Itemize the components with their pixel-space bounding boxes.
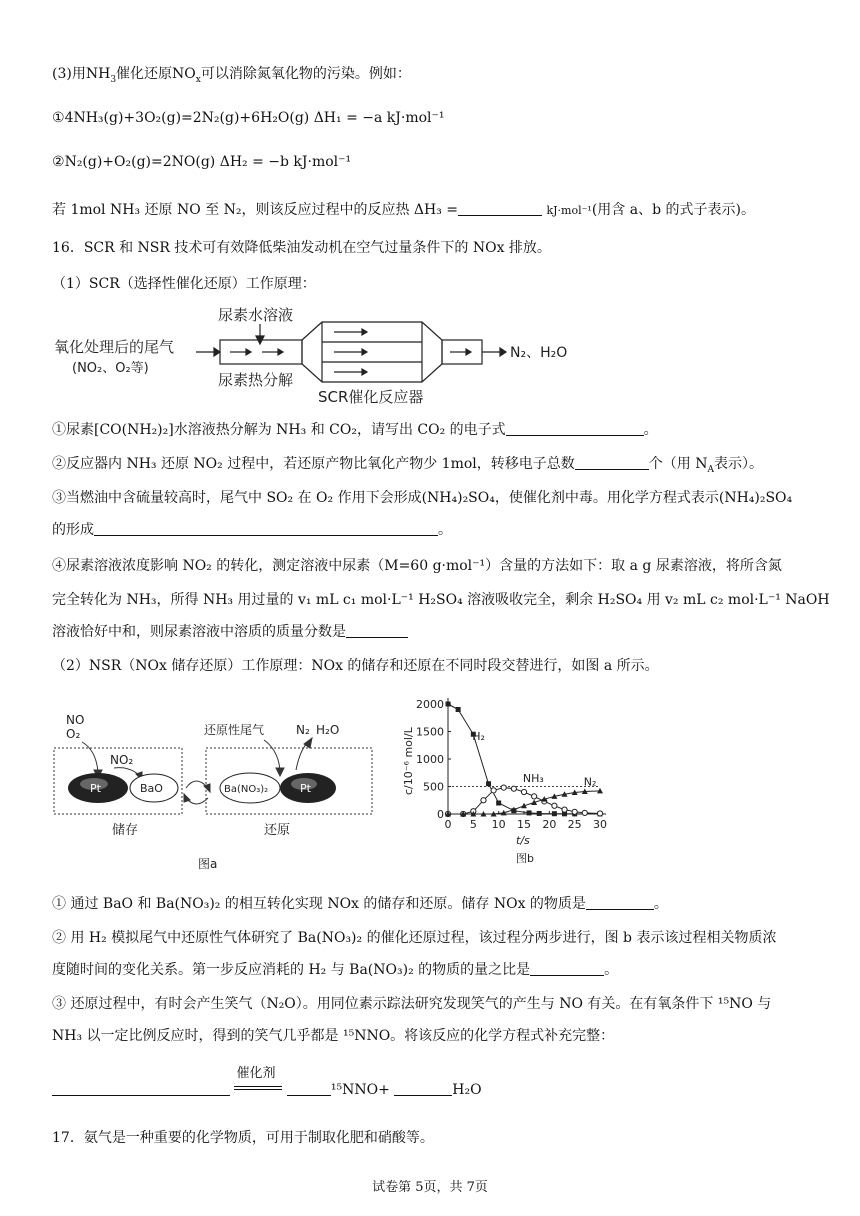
q16-sub2: ②反应器内 NH₃ 还原 NO₂ 过程中，若还原产物比氧化产物少 1mol，转移电子总数 个（用 $N_A$表示）。: [52, 456, 763, 475]
scr-diagram: [50, 300, 610, 410]
y-tick-label: 500: [423, 780, 444, 794]
page-footer: 试卷第 5页，共 7页: [372, 1180, 488, 1195]
label-bano3: Ba(NO₃)₂: [224, 784, 269, 795]
data-point-circle: [491, 788, 496, 793]
series-label: H₂: [472, 729, 485, 743]
answer-blank[interactable]: [52, 1081, 230, 1096]
data-point-circle: [597, 811, 602, 816]
fig-b-caption: 图b: [516, 852, 534, 865]
data-point-circle: [521, 789, 526, 794]
label-urea-solution: 尿素水溶液: [218, 306, 294, 324]
x-tick-label: 5: [469, 818, 477, 831]
q15-question: 若 1mol NH₃ 还原 NO 至 N₂，则该反应过程中的反应热 ΔH₃ = kJ·mol⁻¹(用含 a、b 的式子表示)。: [52, 202, 755, 218]
y-tick-label: 1500: [416, 725, 444, 739]
label-h2o: H₂O: [316, 723, 340, 737]
q15-part3-intro: (3)用$NH_3$催化还原$NO_x$可以消除氮氧化物的污染。例如：: [52, 66, 411, 85]
q16-b1: ① 通过 BaO 和 Ba(NO₃)₂ 的相互转化实现 NOx 的储存和还原。储存 NOx 的物质是 。: [52, 896, 668, 912]
label-o2: O₂: [66, 727, 81, 741]
label-urea-decompose: 尿素热分解: [218, 371, 294, 389]
data-point-circle: [481, 798, 486, 803]
concentration-chart: [392, 690, 622, 880]
q16-sub3-line1: ③当燃油中含硫量较高时，尾气中 SO₂ 在 O₂ 作用下会形成(NH₄)₂SO₄，使催化剂中毒。用化学方程式表示(NH₄)₂SO₄: [52, 490, 793, 506]
q16-sub4-line2: 完全转化为 NH₃，所得 NH₃ 用过量的 v₁ mL c₁ mol·L⁻¹ H₂SO₄ 溶液吸收完全，剩余 H₂SO₄ 用 v₂ mL c₂ mol·L⁻¹ NaOH: [52, 592, 830, 608]
y-tick-label: 1000: [416, 753, 444, 766]
q16-b2-line2: 度随时间的变化关系。第一步反应消耗的 H₂ 与 Ba(NO₃)₂ 的物质的量之比是 。: [52, 962, 619, 978]
q16-title: 16．SCR 和 NSR 技术可有效降低柴油发动机在空气过量条件下的 NOx 排放。: [52, 240, 551, 256]
answer-blank[interactable]: [94, 521, 438, 536]
label-n2: N₂: [296, 723, 310, 737]
label-store: 储存: [112, 823, 139, 838]
q16-sub3-line2: 的形成 。: [52, 522, 452, 538]
label-no2: NO₂: [110, 753, 134, 767]
data-point-square: [552, 811, 557, 816]
label-exhaust-gases: (NO₂、O₂等): [72, 361, 149, 376]
q16-b3-line1: ③ 还原过程中，有时会产生笑气（N₂O）。用同位素示踪法研究发现笑气的产生与 NO 有关。在有氧条件下 ¹⁵NO 与: [52, 996, 772, 1012]
data-point-circle: [511, 786, 516, 791]
label-pt-2: Pt: [300, 782, 311, 795]
reaction-equation: 催化剂 ¹⁵NNO+ H₂O: [52, 1080, 482, 1100]
x-tick-label: 20: [542, 818, 557, 831]
nsr-diagram: [52, 706, 382, 876]
y-tick-label: 0: [437, 808, 444, 821]
label-pt: Pt: [90, 782, 101, 795]
series-line-square: [448, 704, 600, 814]
q16-sub4-line3: 溶液恰好中和，则尿素溶液中溶质的质量分数是: [52, 622, 408, 642]
answer-blank[interactable]: [346, 623, 408, 638]
equation-2: ②N₂(g)+O₂(g)=2NO(g) ΔH₂ = −b kJ·mol⁻¹: [52, 154, 352, 170]
q16-part1: （1）SCR（选择性催化还原）工作原理：: [52, 276, 316, 292]
data-point-circle: [562, 807, 567, 812]
label-bao: BaO: [140, 782, 163, 795]
x-tick-label: 0: [444, 818, 452, 831]
label-products: N₂、H₂O: [510, 345, 568, 361]
fig-a-caption: 图a: [198, 857, 218, 871]
y-tick-label: 2000: [416, 698, 444, 711]
q16-sub4-line1: ④尿素溶液浓度影响 NO₂ 的转化，测定溶液中尿素（M=60 g·mol⁻¹）含量的方法如下：取 a g 尿素溶液，将所含氮: [52, 558, 782, 574]
data-point-square: [527, 810, 532, 815]
answer-blank[interactable]: [394, 1081, 452, 1096]
q16-sub1: ①尿素[CO(NH₂)₂]水溶液热分解为 NH₃ 和 CO₂，请写出 CO₂ 的电子式 。: [52, 422, 658, 438]
data-point-square: [496, 801, 501, 806]
y-axis-label: c/10⁻⁶ mol/L: [402, 727, 415, 795]
answer-blank[interactable]: [575, 455, 649, 470]
q16-b2-line1: ② 用 H₂ 模拟尾气中还原性气体研究了 Ba(NO₃)₂ 的催化还原过程，该过程分两步进行，图 b 表示该过程相关物质浓: [52, 930, 777, 946]
q16-part2: （2）NSR（NOx 储存还原）工作原理：NOx 的储存和还原在不同时段交替进行，如图 a 所示。: [52, 658, 659, 674]
label-reduce: 还原: [264, 823, 291, 838]
data-point-circle: [582, 810, 587, 815]
data-point-circle: [572, 809, 577, 814]
answer-blank[interactable]: [586, 895, 654, 910]
series-label: NH₃: [522, 772, 544, 786]
x-axis-label: t/s: [516, 834, 530, 847]
data-point-circle: [532, 794, 537, 799]
catalyst-arrow: 催化剂: [234, 1082, 282, 1096]
data-point-circle: [501, 785, 506, 790]
data-point-square: [537, 811, 542, 816]
answer-blank[interactable]: [458, 201, 542, 216]
data-point-square: [486, 781, 491, 786]
label-exhaust: 氧化处理后的尾气: [54, 338, 175, 356]
answer-blank[interactable]: [506, 421, 644, 436]
x-tick-label: 25: [567, 818, 582, 831]
q16-b3-line2: NH₃ 以一定比例反应时，得到的笑气几乎都是 ¹⁵NNO。将该反应的化学方程式补充完整：: [52, 1028, 615, 1044]
answer-blank[interactable]: [287, 1081, 331, 1096]
x-tick-label: 15: [517, 818, 531, 831]
label-reactor: SCR催化反应器: [318, 388, 424, 406]
data-point-square: [456, 707, 461, 712]
label-reducing-gas: 还原性尾气: [204, 723, 265, 737]
q17-title: 17．氨气是一种重要的化学物质，可用于制取化肥和硝酸等。: [52, 1130, 434, 1146]
x-tick-label: 10: [491, 818, 506, 831]
equation-1: ①4NH₃(g)+3O₂(g)=2N₂(g)+6H₂O(g) ΔH₁ = −a kJ·mol⁻¹: [52, 110, 445, 126]
series-label: N₂: [583, 775, 597, 789]
answer-blank[interactable]: [530, 961, 604, 976]
label-no: NO: [66, 713, 85, 727]
data-point-square: [446, 702, 451, 707]
data-point-circle: [552, 803, 557, 808]
x-tick-label: 30: [593, 818, 607, 831]
